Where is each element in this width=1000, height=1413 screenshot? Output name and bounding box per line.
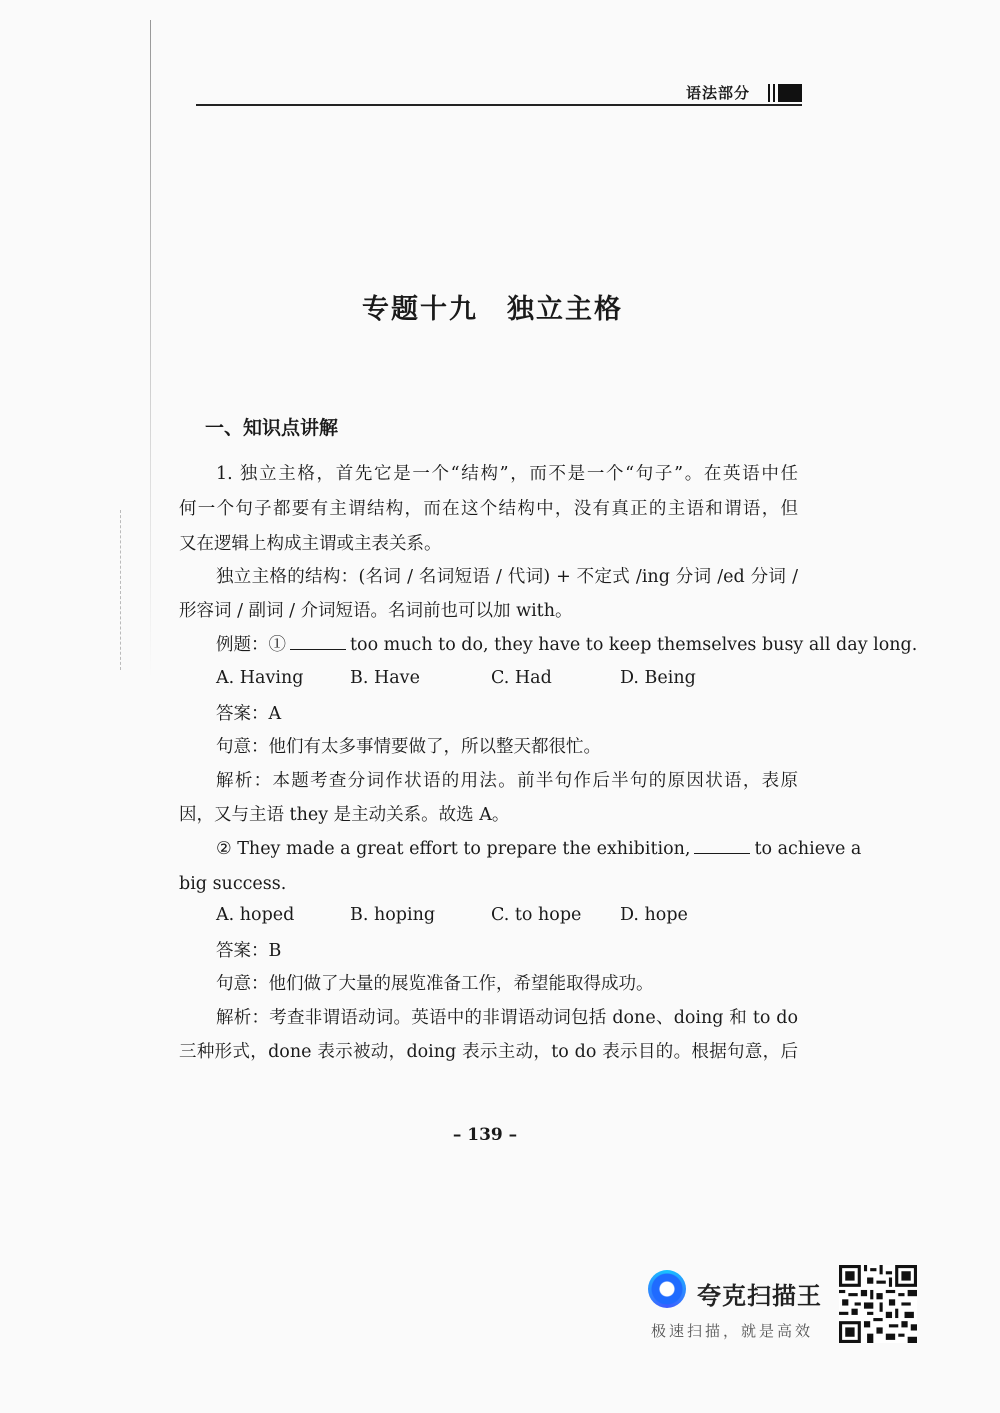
answer-blank bbox=[694, 837, 750, 854]
scan-shadow-dashed bbox=[120, 510, 122, 670]
body-line: 何一个句子都要有主谓结构，而在这个结构中，没有真正的主语和谓语，但 bbox=[179, 499, 798, 519]
example-2-analysis: 三种形式，done 表示被动，doing 表示主动，to do 表示目的。根据句意，后 bbox=[179, 1042, 798, 1062]
example-2-suffix: to achieve a bbox=[754, 839, 862, 859]
example-2-question bbox=[216, 837, 861, 861]
scan-shadow bbox=[150, 20, 151, 680]
example-1-question bbox=[216, 633, 917, 657]
option-a: A. hoped bbox=[216, 905, 295, 925]
example-1-suffix: too much to do, they have to keep themselves busy all day long. bbox=[350, 635, 918, 655]
chapter-title: 专题十九 独立主格 bbox=[362, 294, 623, 325]
example-2-prefix: ② They made a great effort to prepare the exhibition, bbox=[216, 839, 691, 859]
option-b: B. hoping bbox=[350, 905, 436, 925]
answer-blank bbox=[290, 633, 346, 650]
header-rule bbox=[196, 104, 802, 106]
body-line: 又在逻辑上构成主谓或主表关系。 bbox=[179, 534, 442, 554]
section-label: 语法部分 bbox=[685, 84, 750, 102]
scanner-watermark bbox=[645, 1262, 925, 1346]
watermark-slogan: 极速扫描，就是高效 bbox=[651, 1322, 814, 1340]
option-a: A. Having bbox=[216, 668, 304, 688]
example-2-answer: 答案：B bbox=[216, 941, 282, 961]
option-d: D. Being bbox=[620, 668, 696, 688]
qr-code-icon bbox=[837, 1265, 919, 1343]
watermark-brand: 夸克扫描王 bbox=[697, 1282, 822, 1310]
header-marker bbox=[768, 84, 802, 102]
example-1-prefix: 例题：① bbox=[216, 635, 286, 655]
option-c: C. to hope bbox=[491, 905, 582, 925]
section-heading: 一、知识点讲解 bbox=[205, 417, 339, 439]
page-number: – 139 – bbox=[452, 1125, 518, 1145]
example-2-continuation: big success. bbox=[179, 874, 287, 894]
option-d: D. hope bbox=[620, 905, 688, 925]
body-line: 独立主格的结构：(名词 / 名词短语 / 代词) + 不定式 /ing 分词 /ed 分词 / bbox=[216, 567, 798, 587]
option-b: B. Have bbox=[350, 668, 420, 688]
example-1-analysis: 解析：本题考查分词作状语的用法。前半句作后半句的原因状语，表原 bbox=[216, 771, 798, 791]
body-line: 形容词 / 副词 / 介词短语。名词前也可以加 with。 bbox=[179, 601, 573, 621]
running-header bbox=[196, 82, 802, 106]
example-1-answer: 答案：A bbox=[216, 704, 282, 724]
option-c: C. Had bbox=[491, 668, 552, 688]
example-2-analysis: 解析：考查非谓语动词。英语中的非谓语动词包括 done、doing 和 to do bbox=[216, 1008, 798, 1028]
example-2-meaning: 句意：他们做了大量的展览准备工作，希望能取得成功。 bbox=[216, 974, 654, 994]
example-1-meaning: 句意：他们有太多事情要做了，所以整天都很忙。 bbox=[216, 737, 601, 757]
example-1-analysis: 因，又与主语 they 是主动关系。故选 A。 bbox=[179, 805, 510, 825]
body-line: 1. 独立主格，首先它是一个“结构”，而不是一个“句子”。在英语中任 bbox=[216, 464, 798, 484]
quark-logo-icon bbox=[648, 1270, 686, 1308]
